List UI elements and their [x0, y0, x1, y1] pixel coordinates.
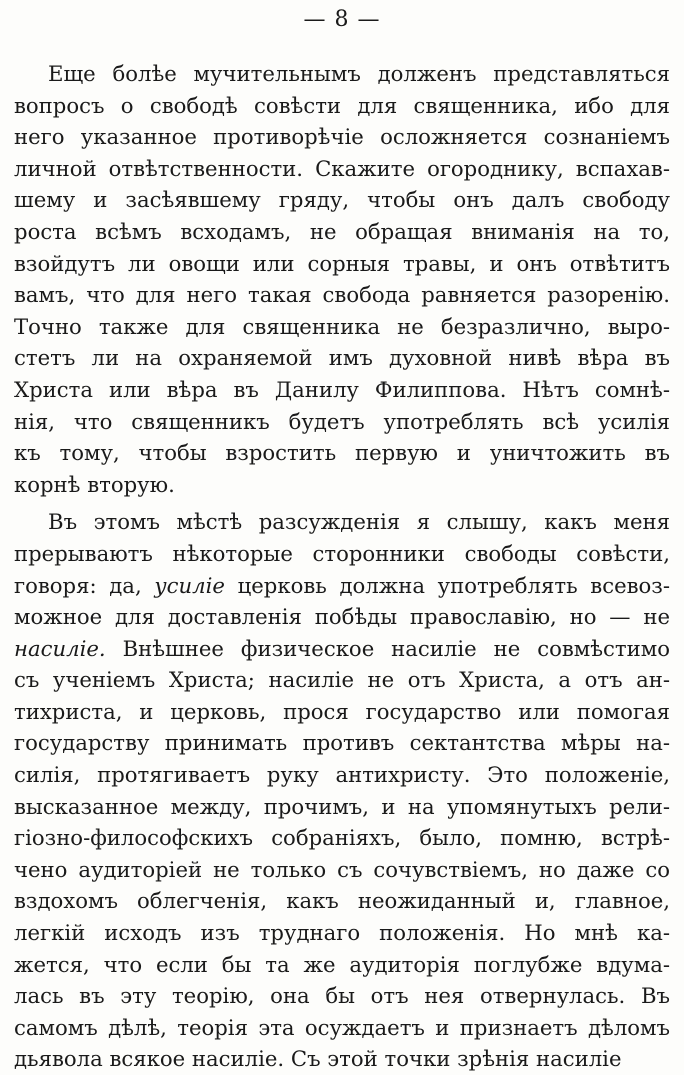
text-line: легкій исходъ изъ труднаго положенія. Но мнѣ ка-: [14, 920, 670, 946]
text-line: насиліе. Внѣшнее физическое насиліе не совмѣстимо: [14, 635, 670, 661]
page-number: — 8 —: [303, 7, 381, 32]
text-line: гіозно-философскихъ собраніяхъ, было, помню, встрѣ-: [14, 825, 670, 851]
text-line: жется, что если бы та же аудиторія поглубже вдума-: [14, 951, 670, 977]
text-line: съ ученіемъ Христа; насиліе не отъ Христа, а отъ ан-: [14, 667, 670, 693]
text-line: роста всѣмъ всходамъ, не обращая вниманія на то,: [14, 218, 670, 244]
text-line: него указанное противорѣчіе осложняется сознаніемъ: [14, 124, 670, 150]
text-line: Въ этомъ мѣстѣ разсужденія я слышу, какъ меня: [48, 509, 670, 535]
text-line: говоря: да, усиліе церковь должна употреблять всевоз-: [14, 572, 670, 598]
text-line: высказанное между, прочимъ, и на упомянутыхъ рели-: [14, 793, 670, 819]
text-line: силія, протягиваетъ руку антихристу. Это положеніе,: [14, 762, 670, 788]
text-line: можное для доставленія побѣды православію, но — не: [14, 604, 670, 630]
text-line: Точно также для священника не безразлично, выро-: [14, 313, 670, 339]
text-line: шему и засѣявшему гряду, чтобы онъ далъ свободу: [14, 187, 670, 213]
emphasis: усиліе: [154, 572, 225, 598]
text-line: самомъ дѣлѣ, теорія эта осуждаетъ и признаетъ дѣломъ: [14, 1014, 670, 1040]
text-line: взойдутъ ли овощи или сорныя травы, и онъ отвѣтитъ: [14, 250, 670, 276]
text-line: вамъ, что для него такая свобода равняется разоренію.: [14, 282, 670, 308]
text-line: къ тому, чтобы взростить первую и уничтожить въ: [14, 440, 670, 466]
text-line: лась въ эту теорію, она бы отъ нея отвернулась. Въ: [14, 983, 670, 1009]
text-line: стетъ ли на охраняемой имъ духовной нивѣ вѣра въ: [14, 345, 670, 371]
text-line: вопросъ о свободѣ совѣсти для священника, ибо для: [14, 92, 670, 118]
text-line: дьявола всякое насиліе. Съ этой точки зрѣнія насиліе: [14, 1046, 622, 1072]
body-text: [14, 58, 670, 1075]
text-line: тихриста, и церковь, прося государство или помогая: [14, 698, 670, 724]
text-line: нія, что священникъ будетъ употреблять всѣ усилія: [14, 408, 670, 434]
text-line: Еще болѣе мучительнымъ долженъ представляться: [48, 61, 670, 86]
text-line: государству принимать противъ сектантства мѣры на-: [14, 730, 670, 756]
text-line: чено аудиторіей не только съ сочувствіемъ, но даже со: [14, 856, 670, 882]
text-line: прерываютъ нѣкоторые сторонники свободы совѣсти,: [14, 540, 670, 566]
text-line: Христа или вѣра въ Данилу Филиппова. Нѣтъ сомнѣ-: [14, 376, 670, 402]
text-line: вздохомъ облегченія, какъ неожиданный и, главное,: [14, 888, 670, 914]
text-line: личной отвѣтственности. Скажите огороднику, вспахав-: [14, 155, 670, 181]
emphasis: насиліе.: [14, 635, 106, 661]
text-line: корнѣ вторую.: [14, 471, 175, 497]
